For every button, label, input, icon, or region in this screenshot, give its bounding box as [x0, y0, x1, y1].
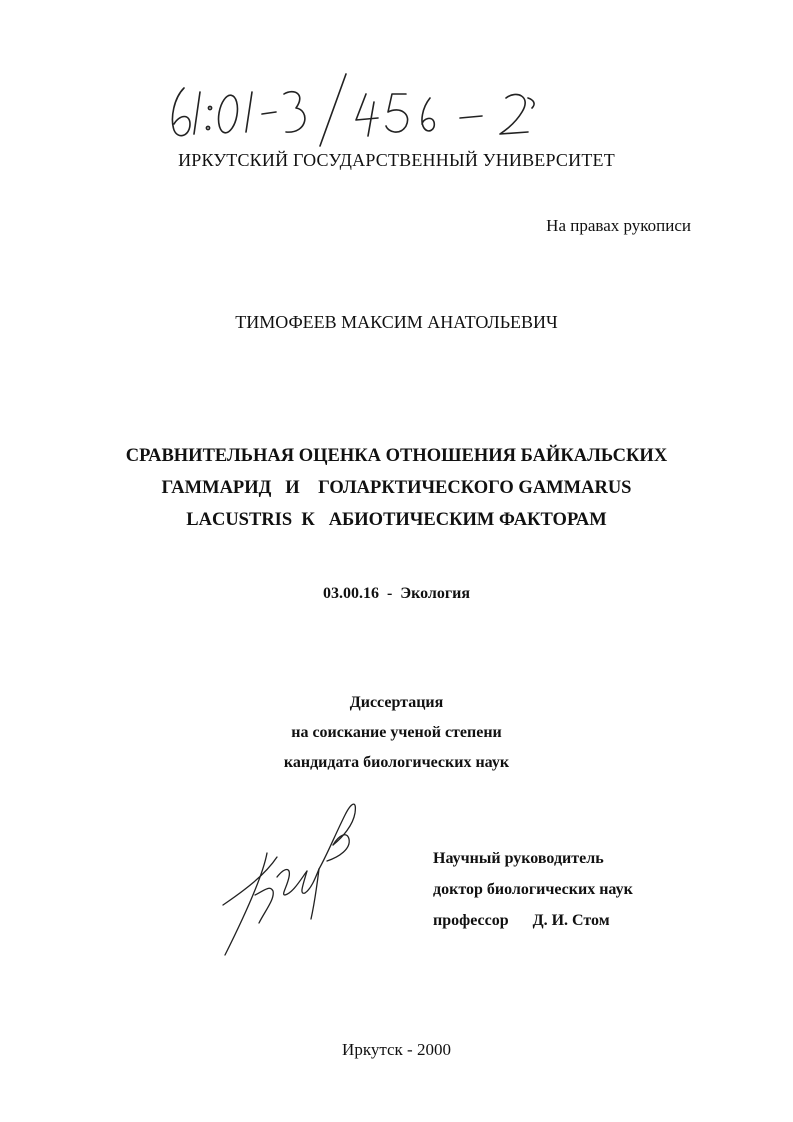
handwritten-signature: [215, 795, 365, 960]
city-year: Иркутск - 2000: [342, 1040, 451, 1059]
scientific-supervisor: [433, 843, 633, 936]
university-name: ИРКУТСКИЙ ГОСУДАРСТВЕННЫЙ УНИВЕРСИТЕТ: [178, 150, 615, 170]
manuscript-rights-note: На правах рукописи: [546, 216, 691, 235]
dissertation-title: [0, 440, 793, 536]
degree-statement: [0, 688, 793, 778]
specialty-code: 03.00.16 - Экология: [322, 585, 471, 602]
title-line: ГАММАРИД И ГОЛАРКТИЧЕСКОГО GAMMARUS: [161, 478, 632, 498]
degree-line: Диссертация: [349, 694, 444, 711]
title-line: СРАВНИТЕЛЬНАЯ ОЦЕНКА ОТНОШЕНИЯ БАЙКАЛЬСКИХ: [125, 446, 668, 466]
author-name: ТИМОФЕЕВ МАКСИМ АНАТОЛЬЕВИЧ: [235, 312, 558, 332]
title-line: LACUSTRIS К АБИОТИЧЕСКИМ ФАКТОРАМ: [186, 510, 607, 530]
supervisor-line: Научный руководитель: [433, 850, 604, 867]
degree-line: кандидата биологических наук: [283, 754, 510, 771]
supervisor-line: доктор биологических наук: [433, 881, 633, 898]
degree-line: на соискание ученой степени: [291, 724, 502, 741]
handwritten-archive-code: [160, 68, 580, 148]
supervisor-line: профессор Д. И. Стом: [433, 912, 610, 929]
